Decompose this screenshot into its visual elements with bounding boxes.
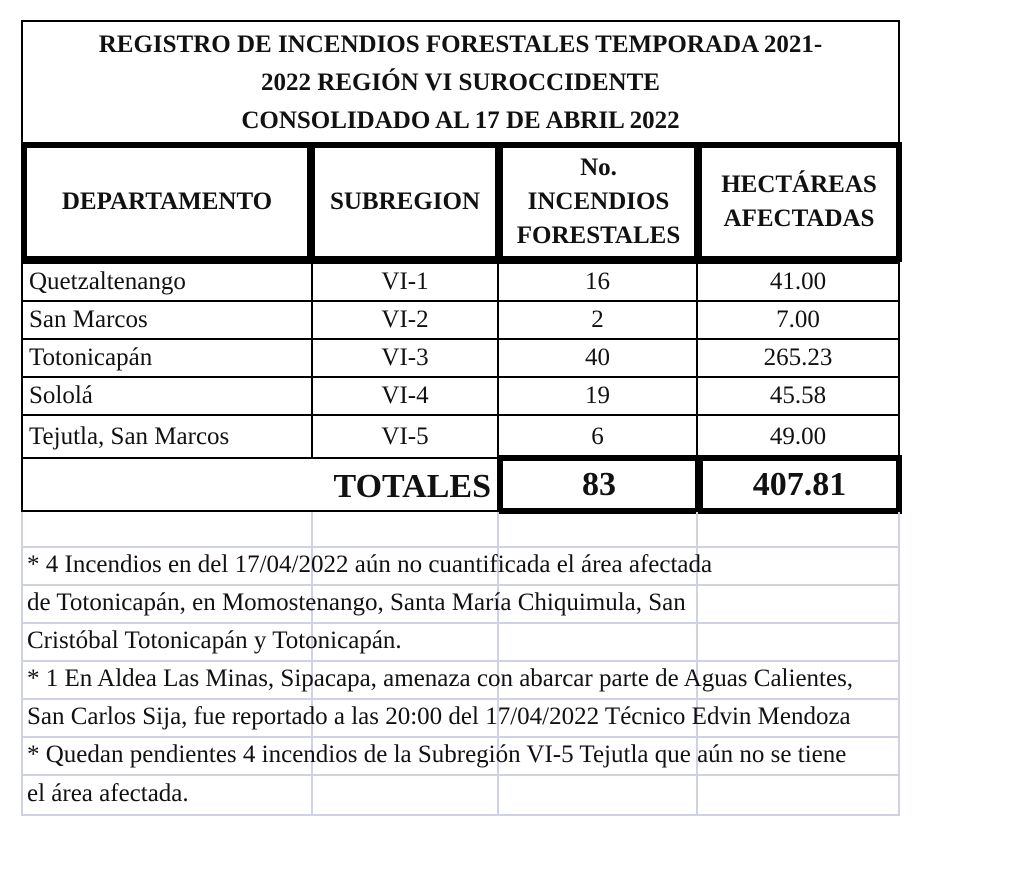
table-row-2-incendios: 2 bbox=[497, 300, 698, 340]
table-row-4-departamento: Sololá bbox=[21, 376, 313, 416]
table-row-4-subregion: VI-4 bbox=[311, 376, 499, 416]
table-row-1-incendios: 16 bbox=[497, 262, 698, 302]
table-row-4-incendios: 19 bbox=[497, 376, 698, 416]
title-box bbox=[21, 20, 900, 142]
header-incendios-line-2: INCENDIOS bbox=[527, 188, 670, 215]
title-line-3: CONSOLIDADO AL 17 DE ABRIL 2022 bbox=[241, 107, 680, 134]
grid-line bbox=[21, 814, 900, 816]
note-line-3: Cristóbal Totonicapán y Totonicapán. bbox=[27, 627, 402, 654]
header-incendios-line-3: FORESTALES bbox=[516, 222, 681, 249]
table-row-3-hectareas: 265.23 bbox=[696, 338, 900, 378]
table-row-5-incendios: 6 bbox=[497, 414, 698, 459]
note-line-5: San Carlos Sija, fue reportado a las 20:00 del 17/04/2022 Técnico Edvin Mendoza bbox=[27, 703, 851, 730]
note-line-2: de Totonicapán, en Momostenango, Santa María Chiquimula, San bbox=[27, 589, 686, 616]
note-line-4: * 1 En Aldea Las Minas, Sipacapa, amenaza con abarcar parte de Aguas Calientes, bbox=[27, 665, 854, 692]
table-row-2-subregion: VI-2 bbox=[311, 300, 499, 340]
header-hectareas-line-1: HECTÁREAS bbox=[721, 171, 877, 198]
table-row-5-departamento: Tejutla, San Marcos bbox=[21, 414, 313, 459]
header-subregion-label: SUBREGION bbox=[329, 188, 481, 215]
table-row-4-hectareas: 45.58 bbox=[696, 376, 900, 416]
totals-hectareas: 407.81 bbox=[697, 455, 902, 514]
note-line-1: * 4 Incendios en del 17/04/2022 aún no cuantificada el área afectada bbox=[27, 551, 713, 578]
grid-line bbox=[21, 512, 23, 816]
title-line-2: 2022 REGIÓN VI SUROCCIDENTE bbox=[261, 69, 660, 96]
totals-label: TOTALES bbox=[333, 468, 491, 505]
header-subregion bbox=[309, 142, 501, 262]
table-row-1-departamento: Quetzaltenango bbox=[21, 262, 313, 302]
table-row-2-hectareas: 7.00 bbox=[696, 300, 900, 340]
grid-line bbox=[898, 512, 900, 816]
grid-line bbox=[21, 774, 900, 776]
header-incendios bbox=[497, 142, 700, 262]
title-line-1: REGISTRO DE INCENDIOS FORESTALES TEMPORADA 2021- bbox=[98, 31, 823, 58]
header-hectareas-line-2: AFECTADAS bbox=[723, 205, 875, 232]
totals-label-cell bbox=[21, 457, 499, 512]
table-row-5-subregion: VI-5 bbox=[311, 414, 499, 459]
table-row-5-hectareas: 49.00 bbox=[696, 414, 900, 459]
table-row-3-departamento: Totonicapán bbox=[21, 338, 313, 378]
totals-incendios: 83 bbox=[497, 455, 701, 514]
table-row-1-subregion: VI-1 bbox=[311, 262, 499, 302]
note-line-6: * Quedan pendientes 4 incendios de la Subregión VI-5 Tejutla que aún no se tiene bbox=[27, 741, 847, 768]
header-departamento bbox=[21, 142, 313, 262]
header-departamento-label: DEPARTAMENTO bbox=[61, 188, 273, 215]
table-row-1-hectareas: 41.00 bbox=[696, 262, 900, 302]
header-incendios-line-1: No. bbox=[580, 154, 617, 181]
table-row-3-incendios: 40 bbox=[497, 338, 698, 378]
note-line-7: el área afectada. bbox=[27, 780, 189, 807]
table-row-3-subregion: VI-3 bbox=[311, 338, 499, 378]
table-row-2-departamento: San Marcos bbox=[21, 300, 313, 340]
header-hectareas bbox=[696, 142, 902, 262]
